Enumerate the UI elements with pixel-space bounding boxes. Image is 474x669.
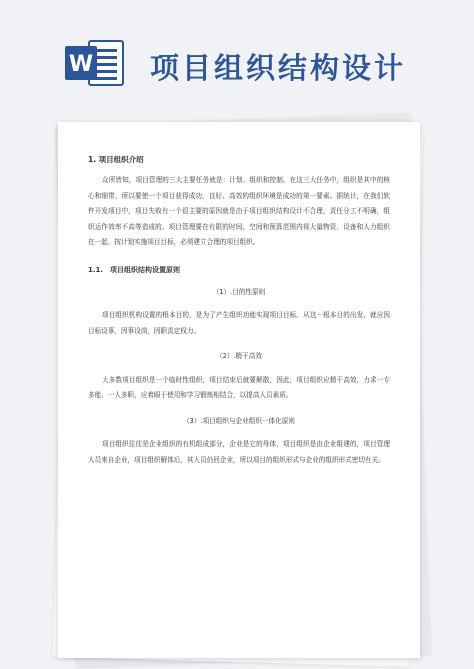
principle-title: （3）.项目组织与企业组织一体化原则 (183, 416, 295, 425)
word-icon (65, 38, 125, 88)
principle-title: （2）.精干高效 (216, 352, 262, 360)
principle-title: （1）.目的性原则 (212, 287, 266, 296)
header (0, 0, 474, 118)
principle-body: 项目组织往往是企业组织的有机组成部分，企业是它的母体，项目组织是由企业组建的，项目管理人员来自企业，项目组织解体后，其人员仍回企业，所以项目的组织形式与企业的组织形式密切有关。 (88, 440, 390, 464)
principle-body: 大多数项目组织是一个临时性组织，项目结束后就要解散，因此，项目组织应精干高效，力求一专多能、一人多职，应着眼于使用和学习锻炼相结合，以提高人员素质。 (88, 375, 390, 399)
section-heading: 1. 项目组织介绍 (88, 155, 144, 164)
document-page (58, 122, 420, 658)
subsection-heading: 1.1. 项目组织结构设置原则 (88, 265, 181, 274)
document-title: 项目组织结构设计 (150, 51, 407, 85)
intro-paragraph: 众所皆知，项目管理的三大主要任务就是：计划、组织和控制。在这三大任务中，组织是其中的核心和细带，所以要使一个项目获得成功，良好、高效的组织环境是成功的第一要素。据统计，在我们软件开发项目中，项目失败有一个很主要的原因就是由于项目组织结构设计不合理，责任分工不明确，组织运作效率不高等造成的。项目管理要在有限的时间、空间和预算范围内将大量物资、设备和人力组织在一起，按计划实施项目目标，必须建立合理的项目组织。 (88, 176, 390, 246)
svg-text:W: W (68, 52, 94, 77)
principle-body: 项目组织机构设置的根本目的，是为了产生组织功能实现项目目标。从这一根本目的出发，就应因目标设事，因事设岗，因职责定权力。 (88, 311, 390, 335)
